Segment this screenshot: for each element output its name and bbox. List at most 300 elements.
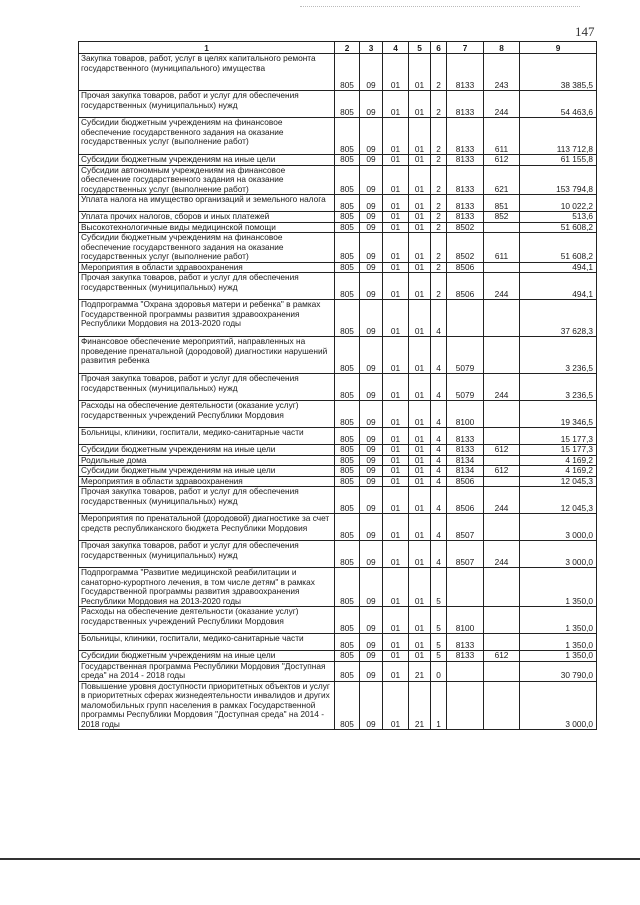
cell-item-name: Мероприятия в области здравоохранения (79, 476, 335, 487)
cell-section-code: 09 (360, 651, 383, 662)
header-col-7: 7 (447, 42, 484, 54)
cell-amount: 3 000,0 (520, 681, 597, 730)
table-row (79, 54, 597, 91)
cell-subprogram-code: 2 (431, 233, 447, 263)
cell-expense-type-code (484, 607, 520, 634)
cell-amount: 153 794,8 (520, 165, 597, 195)
cell-section-code: 09 (360, 233, 383, 263)
cell-ministry-code: 805 (335, 233, 360, 263)
cell-target-code (447, 568, 484, 607)
cell-subprogram-code: 2 (431, 165, 447, 195)
cell-section-code: 09 (360, 337, 383, 374)
cell-target-code: 8506 (447, 262, 484, 273)
table-row (79, 337, 597, 374)
cell-target-code (447, 300, 484, 337)
cell-section-code: 09 (360, 661, 383, 681)
cell-ministry-code: 805 (335, 651, 360, 662)
cell-section-code: 09 (360, 514, 383, 541)
cell-item-name: Прочая закупка товаров, работ и услуг для обеспечения государственных (муниципальных) нужд (79, 374, 335, 401)
cell-subsection-code: 01 (383, 118, 409, 155)
cell-ministry-code: 805 (335, 91, 360, 118)
table-row (79, 487, 597, 514)
cell-expense-type-code (484, 681, 520, 730)
cell-subsection-code: 01 (383, 337, 409, 374)
cell-section-code: 09 (360, 195, 383, 212)
cell-section-code: 09 (360, 300, 383, 337)
table-row (79, 466, 597, 477)
cell-expense-type-code (484, 428, 520, 445)
cell-expense-type-code: 621 (484, 165, 520, 195)
cell-section-code: 09 (360, 568, 383, 607)
cell-expense-type-code: 244 (484, 273, 520, 300)
cell-expense-type-code (484, 661, 520, 681)
page-number: 147 (575, 24, 595, 39)
header-col-3: 3 (360, 42, 383, 54)
cell-target-code: 8133 (447, 445, 484, 456)
cell-program-code: 01 (409, 262, 431, 273)
cell-target-code: 8507 (447, 541, 484, 568)
cell-ministry-code: 805 (335, 165, 360, 195)
cell-target-code: 8133 (447, 195, 484, 212)
cell-subsection-code: 01 (383, 681, 409, 730)
cell-subprogram-code: 4 (431, 374, 447, 401)
cell-item-name: Прочая закупка товаров, работ и услуг для обеспечения государственных (муниципальных) нужд (79, 541, 335, 568)
cell-ministry-code: 805 (335, 661, 360, 681)
cell-amount: 51 608,2 (520, 233, 597, 263)
cell-program-code: 01 (409, 273, 431, 300)
cell-amount: 61 155,8 (520, 155, 597, 166)
cell-expense-type-code: 244 (484, 374, 520, 401)
cell-subsection-code: 01 (383, 607, 409, 634)
cell-target-code: 8506 (447, 273, 484, 300)
cell-section-code: 09 (360, 212, 383, 223)
cell-section-code: 09 (360, 155, 383, 166)
cell-section-code: 09 (360, 487, 383, 514)
cell-subsection-code: 01 (383, 455, 409, 466)
cell-item-name: Субсидии бюджетным учреждениям на финансовое обеспечение государственного задания на оказание государственных услуг (выполнение работ) (79, 233, 335, 263)
cell-program-code: 01 (409, 466, 431, 477)
cell-expense-type-code: 611 (484, 118, 520, 155)
cell-subprogram-code: 2 (431, 118, 447, 155)
cell-item-name: Субсидии автономным учреждениям на финансовое обеспечение государственного задания на оказание государственных услуг (выполнение работ) (79, 165, 335, 195)
table-row (79, 233, 597, 263)
cell-amount: 12 045,3 (520, 487, 597, 514)
cell-subprogram-code: 2 (431, 195, 447, 212)
cell-item-name: Высокотехнологичные виды медицинской помощи (79, 222, 335, 233)
cell-subsection-code: 01 (383, 476, 409, 487)
cell-expense-type-code (484, 476, 520, 487)
cell-subprogram-code: 5 (431, 568, 447, 607)
table-row (79, 514, 597, 541)
cell-amount: 1 350,0 (520, 568, 597, 607)
table-row (79, 661, 597, 681)
table-row (79, 155, 597, 166)
cell-amount: 3 236,5 (520, 337, 597, 374)
cell-target-code: 8133 (447, 155, 484, 166)
cell-ministry-code: 805 (335, 212, 360, 223)
cell-program-code: 21 (409, 661, 431, 681)
cell-subprogram-code: 4 (431, 337, 447, 374)
cell-expense-type-code (484, 634, 520, 651)
table-body (79, 54, 597, 730)
cell-subsection-code: 01 (383, 568, 409, 607)
header-col-8: 8 (484, 42, 520, 54)
cell-section-code: 09 (360, 634, 383, 651)
cell-subsection-code: 01 (383, 195, 409, 212)
cell-subprogram-code: 4 (431, 541, 447, 568)
cell-section-code: 09 (360, 91, 383, 118)
cell-amount: 37 628,3 (520, 300, 597, 337)
cell-ministry-code: 805 (335, 487, 360, 514)
cell-target-code: 8134 (447, 455, 484, 466)
cell-program-code: 01 (409, 455, 431, 466)
cell-amount: 494,1 (520, 262, 597, 273)
cell-item-name: Субсидии бюджетным учреждениям на иные цели (79, 445, 335, 456)
cell-expense-type-code (484, 455, 520, 466)
cell-subprogram-code: 1 (431, 681, 447, 730)
cell-program-code: 01 (409, 337, 431, 374)
cell-amount: 1 350,0 (520, 607, 597, 634)
table-row (79, 222, 597, 233)
cell-subsection-code: 01 (383, 273, 409, 300)
cell-subprogram-code: 4 (431, 445, 447, 456)
cell-subprogram-code: 4 (431, 476, 447, 487)
cell-target-code: 8507 (447, 514, 484, 541)
cell-program-code: 01 (409, 514, 431, 541)
cell-ministry-code: 805 (335, 634, 360, 651)
cell-expense-type-code: 244 (484, 541, 520, 568)
scan-bottom-rule (0, 858, 640, 860)
cell-section-code: 09 (360, 118, 383, 155)
cell-ministry-code: 805 (335, 54, 360, 91)
cell-amount: 15 177,3 (520, 445, 597, 456)
cell-expense-type-code (484, 401, 520, 428)
cell-amount: 513,6 (520, 212, 597, 223)
cell-target-code: 8506 (447, 476, 484, 487)
cell-section-code: 09 (360, 476, 383, 487)
table-row (79, 634, 597, 651)
cell-item-name: Субсидии бюджетным учреждениям на иные цели (79, 466, 335, 477)
cell-program-code: 01 (409, 165, 431, 195)
cell-expense-type-code: 612 (484, 155, 520, 166)
cell-expense-type-code: 611 (484, 233, 520, 263)
cell-subprogram-code: 5 (431, 607, 447, 634)
cell-target-code: 8502 (447, 222, 484, 233)
cell-program-code: 01 (409, 651, 431, 662)
cell-ministry-code: 805 (335, 428, 360, 445)
cell-amount: 1 350,0 (520, 651, 597, 662)
cell-program-code: 01 (409, 91, 431, 118)
cell-item-name: Прочая закупка товаров, работ и услуг для обеспечения государственных (муниципальных) нужд (79, 487, 335, 514)
cell-ministry-code: 805 (335, 195, 360, 212)
cell-amount: 51 608,2 (520, 222, 597, 233)
cell-section-code: 09 (360, 374, 383, 401)
cell-item-name: Подпрограмма "Охрана здоровья матери и ребенка" в рамках Государственной программы развития здравоохранения Республики Мордовия на 2013-2020 годы (79, 300, 335, 337)
cell-item-name: Расходы на обеспечение деятельности (оказание услуг) государственных учреждений Республики Мордовия (79, 607, 335, 634)
cell-expense-type-code: 851 (484, 195, 520, 212)
table-row (79, 212, 597, 223)
cell-item-name: Мероприятия в области здравоохранения (79, 262, 335, 273)
cell-ministry-code: 805 (335, 118, 360, 155)
cell-item-name: Подпрограмма "Развитие медицинской реабилитации и санаторно-курортного лечения, в том числе детям" в рамках Государственной программы развития здравоохранения Республики Мордовия на 2013-2020 годы (79, 568, 335, 607)
cell-item-name: Государственная программа Республики Мордовия "Доступная среда" на 2014 - 2018 годы (79, 661, 335, 681)
cell-expense-type-code (484, 300, 520, 337)
cell-item-name: Финансовое обеспечение мероприятий, направленных на проведение пренатальной (дородовой) диагностики нарушений развития ребенка (79, 337, 335, 374)
cell-target-code: 5079 (447, 337, 484, 374)
table-row (79, 568, 597, 607)
cell-target-code: 5079 (447, 374, 484, 401)
cell-program-code: 01 (409, 155, 431, 166)
cell-program-code: 01 (409, 374, 431, 401)
cell-target-code (447, 681, 484, 730)
cell-expense-type-code: 612 (484, 466, 520, 477)
cell-subsection-code: 01 (383, 428, 409, 445)
cell-program-code: 01 (409, 607, 431, 634)
cell-target-code: 8502 (447, 233, 484, 263)
cell-program-code: 01 (409, 445, 431, 456)
cell-subprogram-code: 2 (431, 262, 447, 273)
table-row (79, 262, 597, 273)
table-row (79, 273, 597, 300)
cell-program-code: 01 (409, 212, 431, 223)
cell-ministry-code: 805 (335, 568, 360, 607)
table-row (79, 165, 597, 195)
cell-program-code: 01 (409, 634, 431, 651)
cell-subprogram-code: 5 (431, 634, 447, 651)
cell-program-code: 21 (409, 681, 431, 730)
header-col-6: 6 (431, 42, 447, 54)
cell-target-code: 8133 (447, 634, 484, 651)
cell-expense-type-code: 612 (484, 651, 520, 662)
cell-expense-type-code: 612 (484, 445, 520, 456)
cell-item-name: Субсидии бюджетным учреждениям на иные цели (79, 651, 335, 662)
cell-program-code: 01 (409, 233, 431, 263)
cell-ministry-code: 805 (335, 514, 360, 541)
cell-subprogram-code: 2 (431, 222, 447, 233)
cell-amount: 15 177,3 (520, 428, 597, 445)
cell-ministry-code: 805 (335, 374, 360, 401)
header-col-5: 5 (409, 42, 431, 54)
cell-section-code: 09 (360, 54, 383, 91)
table-row (79, 651, 597, 662)
cell-ministry-code: 805 (335, 445, 360, 456)
cell-item-name: Уплата прочих налогов, сборов и иных платежей (79, 212, 335, 223)
cell-section-code: 09 (360, 273, 383, 300)
cell-amount: 19 346,5 (520, 401, 597, 428)
cell-amount: 3 000,0 (520, 514, 597, 541)
cell-subsection-code: 01 (383, 374, 409, 401)
cell-section-code: 09 (360, 428, 383, 445)
cell-section-code: 09 (360, 455, 383, 466)
cell-program-code: 01 (409, 541, 431, 568)
cell-subsection-code: 01 (383, 487, 409, 514)
cell-item-name: Закупка товаров, работ, услуг в целях капитального ремонта государственного (муниципального) имущества (79, 54, 335, 91)
cell-subsection-code: 01 (383, 541, 409, 568)
cell-subsection-code: 01 (383, 466, 409, 477)
cell-amount: 30 790,0 (520, 661, 597, 681)
cell-subsection-code: 01 (383, 233, 409, 263)
cell-item-name: Повышение уровня доступности приоритетных объектов и услуг в приоритетных сферах жизнедеятельности инвалидов и других маломобильных групп населения в рамках Государственной программы Республики Мордовия "Доступная среда" на 2014 - 2018 годы (79, 681, 335, 730)
cell-item-name: Родильные дома (79, 455, 335, 466)
cell-amount: 54 463,6 (520, 91, 597, 118)
cell-target-code (447, 661, 484, 681)
cell-ministry-code: 805 (335, 155, 360, 166)
cell-item-name: Мероприятия по пренатальной (дородовой) диагностике за счет средств республиканского бюджета Республики Мордовия (79, 514, 335, 541)
cell-target-code: 8133 (447, 54, 484, 91)
cell-section-code: 09 (360, 681, 383, 730)
table-row (79, 541, 597, 568)
cell-subsection-code: 01 (383, 401, 409, 428)
cell-expense-type-code (484, 262, 520, 273)
cell-section-code: 09 (360, 466, 383, 477)
scan-top-rule (300, 6, 580, 7)
cell-subsection-code: 01 (383, 91, 409, 118)
cell-item-name: Субсидии бюджетным учреждениям на иные цели (79, 155, 335, 166)
table-row (79, 607, 597, 634)
cell-expense-type-code (484, 568, 520, 607)
cell-item-name: Уплата налога на имущество организаций и земельного налога (79, 195, 335, 212)
cell-subprogram-code: 5 (431, 651, 447, 662)
cell-program-code: 01 (409, 487, 431, 514)
cell-program-code: 01 (409, 118, 431, 155)
cell-section-code: 09 (360, 222, 383, 233)
cell-ministry-code: 805 (335, 541, 360, 568)
table-row (79, 476, 597, 487)
cell-target-code: 8133 (447, 118, 484, 155)
cell-program-code: 01 (409, 54, 431, 91)
cell-item-name: Прочая закупка товаров, работ и услуг для обеспечения государственных (муниципальных) нужд (79, 91, 335, 118)
cell-subprogram-code: 4 (431, 401, 447, 428)
table-row (79, 455, 597, 466)
cell-target-code: 8133 (447, 212, 484, 223)
cell-expense-type-code (484, 222, 520, 233)
cell-subprogram-code: 4 (431, 466, 447, 477)
cell-subprogram-code: 4 (431, 300, 447, 337)
cell-program-code: 01 (409, 300, 431, 337)
cell-program-code: 01 (409, 222, 431, 233)
table-row (79, 445, 597, 456)
cell-section-code: 09 (360, 165, 383, 195)
cell-subprogram-code: 4 (431, 487, 447, 514)
table-row (79, 118, 597, 155)
cell-program-code: 01 (409, 195, 431, 212)
table-row (79, 374, 597, 401)
cell-amount: 494,1 (520, 273, 597, 300)
budget-table (78, 41, 597, 730)
cell-subsection-code: 01 (383, 212, 409, 223)
cell-amount: 4 169,2 (520, 466, 597, 477)
header-col-4: 4 (383, 42, 409, 54)
cell-amount: 3 236,5 (520, 374, 597, 401)
cell-amount: 10 022,2 (520, 195, 597, 212)
cell-ministry-code: 805 (335, 337, 360, 374)
cell-ministry-code: 805 (335, 300, 360, 337)
cell-subprogram-code: 2 (431, 91, 447, 118)
table-row (79, 300, 597, 337)
cell-ministry-code: 805 (335, 222, 360, 233)
cell-expense-type-code: 244 (484, 487, 520, 514)
cell-program-code: 01 (409, 428, 431, 445)
cell-subsection-code: 01 (383, 222, 409, 233)
cell-amount: 12 045,3 (520, 476, 597, 487)
cell-ministry-code: 805 (335, 466, 360, 477)
table-row (79, 91, 597, 118)
table-row (79, 428, 597, 445)
cell-target-code: 8100 (447, 607, 484, 634)
cell-program-code: 01 (409, 476, 431, 487)
cell-amount: 3 000,0 (520, 541, 597, 568)
cell-subsection-code: 01 (383, 514, 409, 541)
cell-subprogram-code: 0 (431, 661, 447, 681)
cell-subprogram-code: 4 (431, 428, 447, 445)
cell-ministry-code: 805 (335, 607, 360, 634)
cell-expense-type-code (484, 337, 520, 374)
cell-amount: 1 350,0 (520, 634, 597, 651)
cell-ministry-code: 805 (335, 455, 360, 466)
cell-target-code: 8133 (447, 91, 484, 118)
cell-subsection-code: 01 (383, 54, 409, 91)
cell-item-name: Больницы, клиники, госпитали, медико-санитарные части (79, 634, 335, 651)
cell-subsection-code: 01 (383, 651, 409, 662)
cell-amount: 38 385,5 (520, 54, 597, 91)
cell-target-code: 8506 (447, 487, 484, 514)
cell-target-code: 8133 (447, 428, 484, 445)
cell-item-name: Расходы на обеспечение деятельности (оказание услуг) государственных учреждений Республики Мордовия (79, 401, 335, 428)
cell-subprogram-code: 2 (431, 212, 447, 223)
cell-item-name: Прочая закупка товаров, работ и услуг для обеспечения государственных (муниципальных) нужд (79, 273, 335, 300)
cell-ministry-code: 805 (335, 273, 360, 300)
table-row (79, 401, 597, 428)
header-row (79, 42, 597, 54)
cell-subprogram-code: 4 (431, 455, 447, 466)
cell-section-code: 09 (360, 262, 383, 273)
cell-subsection-code: 01 (383, 661, 409, 681)
cell-subsection-code: 01 (383, 262, 409, 273)
cell-ministry-code: 805 (335, 681, 360, 730)
table-row (79, 195, 597, 212)
header-col-9: 9 (520, 42, 597, 54)
cell-section-code: 09 (360, 401, 383, 428)
cell-section-code: 09 (360, 607, 383, 634)
header-col-1: 1 (79, 42, 335, 54)
cell-target-code: 8134 (447, 466, 484, 477)
cell-target-code: 8133 (447, 651, 484, 662)
cell-expense-type-code (484, 514, 520, 541)
cell-subsection-code: 01 (383, 155, 409, 166)
cell-target-code: 8133 (447, 165, 484, 195)
cell-subsection-code: 01 (383, 634, 409, 651)
cell-subprogram-code: 4 (431, 514, 447, 541)
cell-ministry-code: 805 (335, 401, 360, 428)
cell-section-code: 09 (360, 541, 383, 568)
cell-program-code: 01 (409, 568, 431, 607)
cell-item-name: Больницы, клиники, госпитали, медико-санитарные части (79, 428, 335, 445)
header-col-2: 2 (335, 42, 360, 54)
cell-expense-type-code: 852 (484, 212, 520, 223)
cell-subprogram-code: 2 (431, 54, 447, 91)
cell-expense-type-code: 243 (484, 54, 520, 91)
cell-ministry-code: 805 (335, 262, 360, 273)
cell-subsection-code: 01 (383, 165, 409, 195)
cell-program-code: 01 (409, 401, 431, 428)
cell-section-code: 09 (360, 445, 383, 456)
cell-amount: 4 169,2 (520, 455, 597, 466)
cell-ministry-code: 805 (335, 476, 360, 487)
cell-target-code: 8100 (447, 401, 484, 428)
cell-item-name: Субсидии бюджетным учреждениям на финансовое обеспечение государственного задания на оказание государственных услуг (выполнение работ) (79, 118, 335, 155)
cell-amount: 113 712,8 (520, 118, 597, 155)
cell-subsection-code: 01 (383, 300, 409, 337)
